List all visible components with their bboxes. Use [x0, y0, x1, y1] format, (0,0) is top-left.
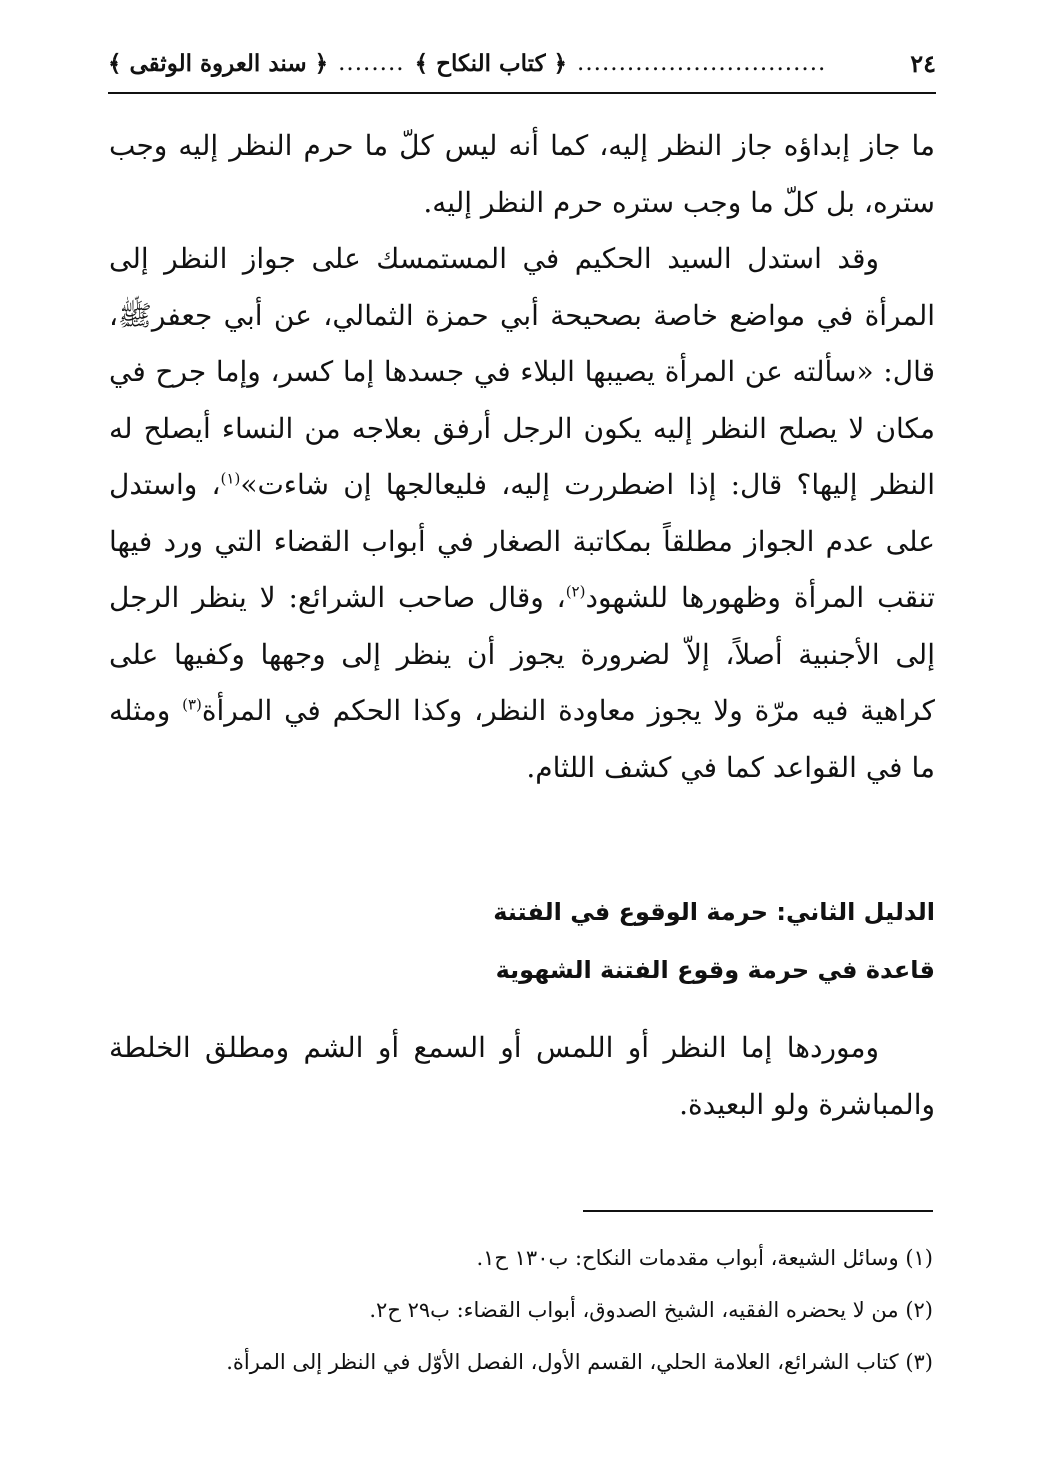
main-text: [109, 118, 935, 796]
footnote-ref-3[interactable]: (٣): [182, 695, 202, 714]
footnote-2: (٢) من لا يحضره الفقيه، الشيخ الصدوق، أبواب القضاء: ب٢٩ ح٢.: [369, 1298, 933, 1322]
footnote-1: (١) وسائل الشيعة، أبواب مقدمات النكاح: ب١٣٠ ح١.: [476, 1246, 933, 1270]
paragraph-1: ما جاز إبداؤه جاز النظر إليه، كما أنه ليس كلّ ما حرم النظر إليه وجب ستره، بل كلّ ما وجب ستره حرم النظر إليه.: [109, 129, 935, 219]
footnote-3: (٣) كتاب الشرائع، العلامة الحلي، القسم الأول، الفصل الأوّل في النظر إلى المرأة.: [226, 1350, 933, 1374]
paragraph-2-part-b: ، واستدل على عدم الجواز مطلقاً بمكاتبة الصغار في أبواب القضاء التي ورد فيها تنقب المرأة وظهورها للشهود: [109, 468, 935, 614]
page-number: ٢٤: [910, 48, 936, 78]
footnote-ref-2[interactable]: (٢): [565, 582, 586, 601]
paragraph-3: ومورده‍ا إما النظر أو اللمس أو السمع أو الشم ومطلق الخلطة والمباشرة ولو البعيدة.: [109, 1031, 935, 1121]
chapter-title: ﴿ كتاب النكاح ﴾: [414, 49, 568, 77]
footnotes: [107, 1232, 933, 1388]
header-dots-1: ..............................: [577, 50, 827, 76]
book-title: ﴿ سند العروة الوثقى ﴾: [108, 49, 329, 77]
paragraph-2-part-a: وقد استدل السيد الحكيم في المستمسك على جواز النظر إلى المرأة في مواضع خاصة بصحيحة أبي حمزة الثمالي، عن أبي جعفر‪ﷺ‬، قال: «سألته عن المرأة يصيبها البلاء في جسدها إما كسر، وإما جرح في مكان لا يصلح النظر إليه يكون الرجل أرفق بعلاجه من النساء أيصلح له النظر إليها؟ قال: إذا اضطررت إليه، فليعالجها إن شاءت»: [109, 242, 936, 501]
footnote-ref-1[interactable]: (١): [220, 469, 241, 488]
section-heading: الدليل الثاني: حرمة الوقوع في الفتنة: [493, 898, 935, 926]
main-text-2: [109, 1020, 935, 1133]
running-title: [108, 50, 826, 77]
subsection-heading: قاعدة في حرمة وقوع الفتنة الشهوية: [495, 956, 935, 984]
paragraph-2-part-d: ومثله ما في القواعد كما في كشف اللثام.: [109, 694, 935, 784]
paragraph-2-part-c: ، وقال صاحب الشرائع: لا ينظر الرجل إلى الأجنبية أصلاً، إلاّ لضرورة يجوز أن ينظر إلى وجهها وكفيها على كراهية فيه مرّة ولا يجوز معاودة النظر، وكذا الحكم في المرأة: [109, 581, 936, 727]
header-dots-2: ........: [338, 50, 405, 76]
running-header: [108, 34, 936, 94]
footnote-divider: [583, 1210, 933, 1212]
paragraph-2: [109, 231, 935, 796]
